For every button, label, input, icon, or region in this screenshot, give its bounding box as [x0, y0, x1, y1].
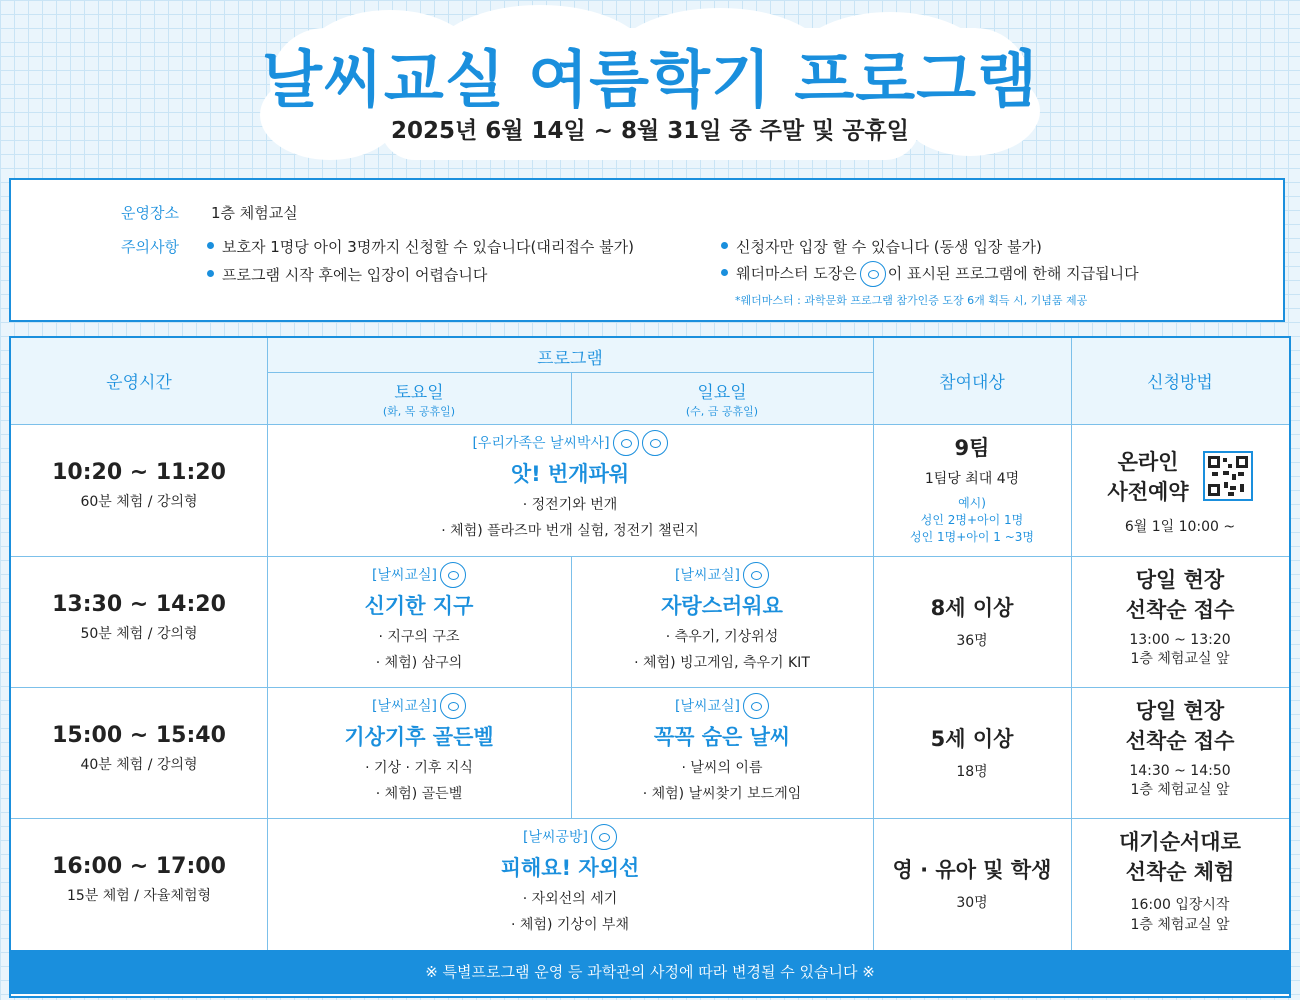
notice-item: 프로그램 시작 후에는 입장이 어렵습니다: [207, 264, 487, 285]
row2-apply: 당일 현장 선착순 접수 13:00 ~ 13:20 1층 체험교실 앞: [1125, 568, 1235, 667]
row1-apply: 온라인 사전예약 6월 1일 10:00 ~: [1071, 446, 1289, 536]
place-label: 운영장소: [121, 204, 179, 222]
bullet-icon: [207, 242, 214, 249]
stamp-icon: [613, 430, 639, 456]
header-apply: 신청방법: [1147, 373, 1213, 393]
row4-apply: 대기순서대로 선착순 체험 16:00 입장시작 1층 체험교실 앞: [1119, 830, 1241, 933]
row1-time: 10:20 ~ 11:20 60분 체험 / 강의형: [52, 460, 226, 510]
header-sat: 토요일 (화, 목 공휴일): [382, 383, 456, 418]
row2-sat-program: [날씨교실] 신기한 지구 · 지구의 구조 · 체험) 삼구의: [267, 562, 571, 672]
row3-sun-program: [날씨교실] 꼭꼭 숨은 날씨 · 날씨의 이름 · 체험) 날씨찾기 보드게임: [571, 693, 873, 803]
stamp-icon: [860, 261, 886, 287]
header-program: 프로그램: [537, 349, 603, 369]
notice-item: 신청자만 입장 할 수 있습니다 (동생 입장 불가): [721, 236, 1042, 257]
stamp-icon: [440, 562, 466, 588]
bullet-icon: [721, 269, 728, 276]
place-value: 1층 체험교실: [211, 204, 298, 222]
header-target: 참여대상: [939, 373, 1005, 393]
bullet-icon: [207, 270, 214, 277]
row3-apply: 당일 현장 선착순 접수 14:30 ~ 14:50 1층 체험교실 앞: [1125, 699, 1235, 798]
row1-target: 9팀 1팀당 최대 4명 예시) 성인 2명+아이 1명 성인 1명+아이 1 ~3명: [909, 436, 1034, 544]
header-time: 운영시간: [106, 373, 172, 393]
row2-time: 13:30 ~ 14:20 50분 체험 / 강의형: [52, 592, 226, 642]
page-title: 날씨교실 여름학기 프로그램: [262, 43, 1038, 116]
row4-program: [날씨공방] 피해요! 자외선 · 자외선의 세기 · 체험) 기상이 부채: [267, 824, 873, 934]
qr-code-icon[interactable]: [1203, 451, 1253, 501]
row3-time: 15:00 ~ 15:40 40분 체험 / 강의형: [52, 723, 226, 773]
row2-sun-program: [날씨교실] 자랑스러워요 · 측우기, 기상위성 · 체험) 빙고게임, 측우기 KIT: [571, 562, 873, 672]
stamp-icon: [743, 693, 769, 719]
row1-program: [우리가족은 날씨박사] 앗! 번개파워 · 정전기와 번개 · 체험) 플라즈마 번개 실험, 정전기 챌린지: [267, 430, 873, 540]
notice-item: 웨더마스터 도장은 이 표시된 프로그램에 한해 지급됩니다: [721, 261, 1139, 287]
stamp-icon: [743, 562, 769, 588]
row3-target: 5세 이상 18명: [930, 727, 1014, 780]
notice-label: 주의사항: [121, 238, 179, 256]
info-box: [9, 178, 1285, 322]
page-subtitle: 2025년 6월 14일 ~ 8월 31일 중 주말 및 공휴일: [391, 118, 909, 144]
stamp-icon: [591, 824, 617, 850]
footer-notice: ※ 특별프로그램 운영 등 과학관의 사정에 따라 변경될 수 있습니다 ※: [9, 950, 1291, 994]
header-sun: 일요일 (수, 금 공휴일): [685, 383, 759, 418]
footnote: *웨더마스터 : 과학문화 프로그램 참가인증 도장 6개 획득 시, 기념품 제공: [735, 294, 1088, 307]
row4-time: 16:00 ~ 17:00 15분 체험 / 자율체험형: [52, 854, 226, 904]
row4-target: 영 · 유아 및 학생 30명: [892, 858, 1052, 911]
bullet-icon: [721, 242, 728, 249]
notice-item: 보호자 1명당 아이 3명까지 신청할 수 있습니다(대리접수 불가): [207, 236, 634, 257]
stamp-icon: [440, 693, 466, 719]
row2-target: 8세 이상 36명: [930, 596, 1014, 649]
schedule-table: [9, 336, 1291, 998]
stamp-icon: [642, 430, 668, 456]
row3-sat-program: [날씨교실] 기상기후 골든벨 · 기상 · 기후 지식 · 체험) 골든벨: [267, 693, 571, 803]
